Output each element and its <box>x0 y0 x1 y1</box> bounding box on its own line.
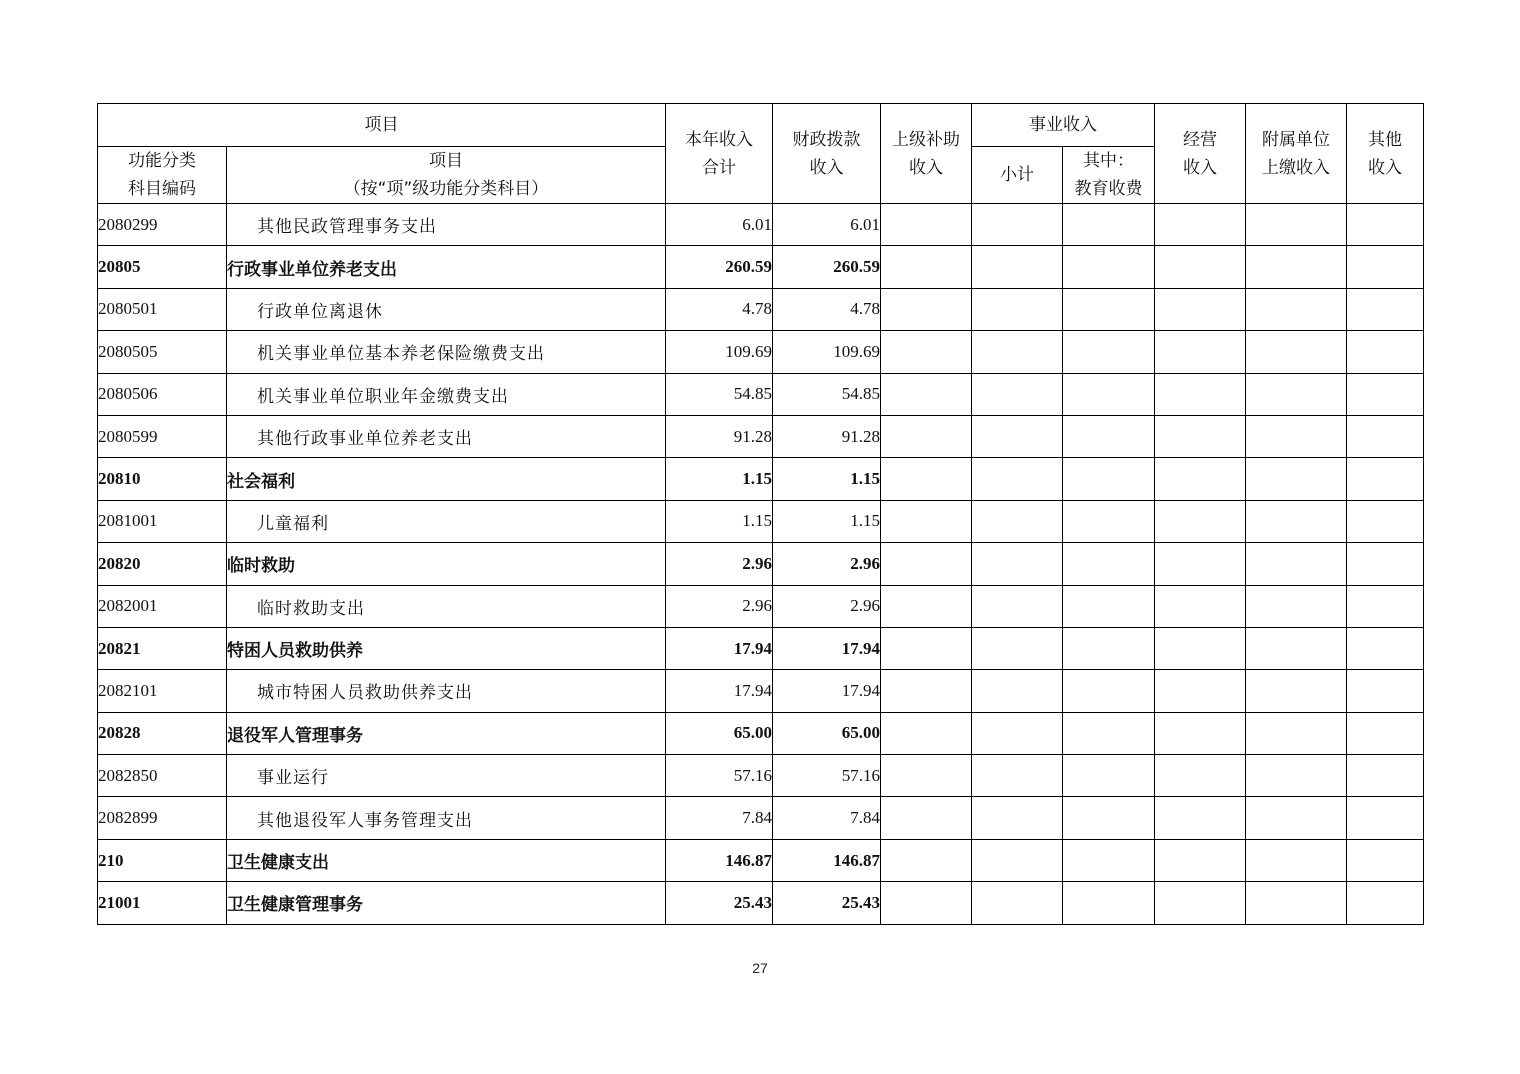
career-edu-fee-cell <box>1063 839 1155 881</box>
fiscal-income-cell: 1.15 <box>773 500 881 542</box>
superior-subsidy-cell <box>881 458 972 500</box>
total-income-cell: 4.78 <box>666 288 773 330</box>
total-income-cell: 1.15 <box>666 500 773 542</box>
table-row <box>98 755 1424 797</box>
other-income-cell <box>1347 839 1424 881</box>
total-income-cell: 57.16 <box>666 755 773 797</box>
career-subtotal-cell <box>972 246 1063 288</box>
operating-income-cell <box>1155 246 1246 288</box>
career-edu-fee-cell <box>1063 458 1155 500</box>
code-cell: 2082001 <box>98 585 227 627</box>
fiscal-income-cell: 57.16 <box>773 755 881 797</box>
affiliated-income-cell <box>1246 585 1347 627</box>
career-edu-fee-cell <box>1063 246 1155 288</box>
fiscal-income-cell: 6.01 <box>773 204 881 246</box>
project-name-cell: 其他行政事业单位养老支出 <box>227 415 666 457</box>
project-name-cell: 卫生健康管理事务 <box>227 882 666 924</box>
header-career-edu-fee: 其中： 教育收费 <box>1063 147 1155 204</box>
total-income-cell: 25.43 <box>666 882 773 924</box>
code-cell: 2082899 <box>98 797 227 839</box>
superior-subsidy-cell <box>881 288 972 330</box>
operating-income-cell <box>1155 204 1246 246</box>
career-edu-fee-cell <box>1063 670 1155 712</box>
other-income-cell <box>1347 331 1424 373</box>
table-row <box>98 797 1424 839</box>
other-income-cell <box>1347 500 1424 542</box>
code-cell: 20810 <box>98 458 227 500</box>
header-superior-subsidy: 上级补助 收入 <box>881 104 972 204</box>
affiliated-income-cell <box>1246 415 1347 457</box>
superior-subsidy-cell <box>881 331 972 373</box>
header-project-name: 项目 （按“项”级功能分类科目） <box>227 147 666 204</box>
table-row <box>98 246 1424 288</box>
career-subtotal-cell <box>972 415 1063 457</box>
fiscal-income-cell: 1.15 <box>773 458 881 500</box>
operating-income-cell <box>1155 627 1246 669</box>
superior-subsidy-cell <box>881 543 972 585</box>
table-row <box>98 331 1424 373</box>
career-subtotal-cell <box>972 839 1063 881</box>
fiscal-income-cell: 17.94 <box>773 670 881 712</box>
other-income-cell <box>1347 670 1424 712</box>
code-cell: 21001 <box>98 882 227 924</box>
header-career-subtotal: 小计 <box>972 147 1063 204</box>
affiliated-income-cell <box>1246 627 1347 669</box>
affiliated-income-cell <box>1246 204 1347 246</box>
career-subtotal-cell <box>972 670 1063 712</box>
header-total-income: 本年收入 合计 <box>666 104 773 204</box>
table-row <box>98 839 1424 881</box>
other-income-cell <box>1347 712 1424 754</box>
career-subtotal-cell <box>972 797 1063 839</box>
superior-subsidy-cell <box>881 585 972 627</box>
other-income-cell <box>1347 204 1424 246</box>
header-operating-income: 经营 收入 <box>1155 104 1246 204</box>
superior-subsidy-cell <box>881 373 972 415</box>
code-cell: 2081001 <box>98 500 227 542</box>
total-income-cell: 91.28 <box>666 415 773 457</box>
superior-subsidy-cell <box>881 246 972 288</box>
other-income-cell <box>1347 288 1424 330</box>
budget-income-table <box>97 103 1424 925</box>
page-number: 27 <box>752 960 768 976</box>
project-name-cell: 儿童福利 <box>227 500 666 542</box>
affiliated-income-cell <box>1246 373 1347 415</box>
operating-income-cell <box>1155 839 1246 881</box>
superior-subsidy-cell <box>881 882 972 924</box>
affiliated-income-cell <box>1246 500 1347 542</box>
affiliated-income-cell <box>1246 288 1347 330</box>
table-header <box>98 104 1424 204</box>
table-row <box>98 500 1424 542</box>
project-name-cell: 临时救助支出 <box>227 585 666 627</box>
fiscal-income-cell: 260.59 <box>773 246 881 288</box>
superior-subsidy-cell <box>881 627 972 669</box>
career-subtotal-cell <box>972 627 1063 669</box>
career-subtotal-cell <box>972 585 1063 627</box>
superior-subsidy-cell <box>881 500 972 542</box>
table-row <box>98 288 1424 330</box>
career-edu-fee-cell <box>1063 627 1155 669</box>
table-row <box>98 882 1424 924</box>
other-income-cell <box>1347 415 1424 457</box>
career-subtotal-cell <box>972 543 1063 585</box>
career-edu-fee-cell <box>1063 500 1155 542</box>
career-subtotal-cell <box>972 458 1063 500</box>
superior-subsidy-cell <box>881 797 972 839</box>
other-income-cell <box>1347 458 1424 500</box>
table-row <box>98 543 1424 585</box>
affiliated-income-cell <box>1246 839 1347 881</box>
project-name-cell: 城市特困人员救助供养支出 <box>227 670 666 712</box>
project-name-cell: 机关事业单位基本养老保险缴费支出 <box>227 331 666 373</box>
operating-income-cell <box>1155 797 1246 839</box>
project-name-cell: 退役军人管理事务 <box>227 712 666 754</box>
operating-income-cell <box>1155 415 1246 457</box>
code-cell: 2080506 <box>98 373 227 415</box>
affiliated-income-cell <box>1246 712 1347 754</box>
table-body <box>98 204 1424 925</box>
project-name-cell: 卫生健康支出 <box>227 839 666 881</box>
career-edu-fee-cell <box>1063 797 1155 839</box>
operating-income-cell <box>1155 712 1246 754</box>
project-name-cell: 社会福利 <box>227 458 666 500</box>
superior-subsidy-cell <box>881 755 972 797</box>
superior-subsidy-cell <box>881 204 972 246</box>
table-row <box>98 458 1424 500</box>
project-name-cell: 行政事业单位养老支出 <box>227 246 666 288</box>
other-income-cell <box>1347 373 1424 415</box>
other-income-cell <box>1347 627 1424 669</box>
affiliated-income-cell <box>1246 458 1347 500</box>
table-row <box>98 415 1424 457</box>
header-project-group: 项目 <box>98 104 666 147</box>
operating-income-cell <box>1155 543 1246 585</box>
code-cell: 2080599 <box>98 415 227 457</box>
fiscal-income-cell: 146.87 <box>773 839 881 881</box>
table-row <box>98 204 1424 246</box>
table-row <box>98 712 1424 754</box>
superior-subsidy-cell <box>881 670 972 712</box>
career-edu-fee-cell <box>1063 331 1155 373</box>
fiscal-income-cell: 65.00 <box>773 712 881 754</box>
career-edu-fee-cell <box>1063 204 1155 246</box>
career-edu-fee-cell <box>1063 288 1155 330</box>
code-cell: 2080505 <box>98 331 227 373</box>
total-income-cell: 54.85 <box>666 373 773 415</box>
project-name-cell: 临时救助 <box>227 543 666 585</box>
other-income-cell <box>1347 543 1424 585</box>
header-other-income: 其他 收入 <box>1347 104 1424 204</box>
header-affiliated-income: 附属单位 上缴收入 <box>1246 104 1347 204</box>
affiliated-income-cell <box>1246 882 1347 924</box>
operating-income-cell <box>1155 755 1246 797</box>
total-income-cell: 17.94 <box>666 627 773 669</box>
project-name-cell: 其他退役军人事务管理支出 <box>227 797 666 839</box>
table-row <box>98 585 1424 627</box>
fiscal-income-cell: 91.28 <box>773 415 881 457</box>
code-cell: 2082850 <box>98 755 227 797</box>
career-edu-fee-cell <box>1063 585 1155 627</box>
career-subtotal-cell <box>972 500 1063 542</box>
operating-income-cell <box>1155 670 1246 712</box>
header-career-income: 事业收入 <box>972 104 1155 147</box>
fiscal-income-cell: 2.96 <box>773 585 881 627</box>
other-income-cell <box>1347 882 1424 924</box>
career-edu-fee-cell <box>1063 712 1155 754</box>
superior-subsidy-cell <box>881 415 972 457</box>
total-income-cell: 146.87 <box>666 839 773 881</box>
total-income-cell: 260.59 <box>666 246 773 288</box>
other-income-cell <box>1347 755 1424 797</box>
total-income-cell: 2.96 <box>666 585 773 627</box>
career-subtotal-cell <box>972 288 1063 330</box>
fiscal-income-cell: 2.96 <box>773 543 881 585</box>
career-subtotal-cell <box>972 204 1063 246</box>
code-cell: 210 <box>98 839 227 881</box>
career-edu-fee-cell <box>1063 882 1155 924</box>
code-cell: 20820 <box>98 543 227 585</box>
fiscal-income-cell: 17.94 <box>773 627 881 669</box>
career-edu-fee-cell <box>1063 415 1155 457</box>
other-income-cell <box>1347 246 1424 288</box>
career-subtotal-cell <box>972 755 1063 797</box>
affiliated-income-cell <box>1246 331 1347 373</box>
operating-income-cell <box>1155 882 1246 924</box>
other-income-cell <box>1347 585 1424 627</box>
total-income-cell: 17.94 <box>666 670 773 712</box>
career-subtotal-cell <box>972 882 1063 924</box>
affiliated-income-cell <box>1246 797 1347 839</box>
total-income-cell: 7.84 <box>666 797 773 839</box>
other-income-cell <box>1347 797 1424 839</box>
affiliated-income-cell <box>1246 755 1347 797</box>
affiliated-income-cell <box>1246 543 1347 585</box>
total-income-cell: 109.69 <box>666 331 773 373</box>
career-subtotal-cell <box>972 373 1063 415</box>
career-edu-fee-cell <box>1063 543 1155 585</box>
code-cell: 20828 <box>98 712 227 754</box>
fiscal-income-cell: 7.84 <box>773 797 881 839</box>
affiliated-income-cell <box>1246 670 1347 712</box>
header-fiscal-income: 财政拨款 收入 <box>773 104 881 204</box>
superior-subsidy-cell <box>881 712 972 754</box>
operating-income-cell <box>1155 585 1246 627</box>
operating-income-cell <box>1155 331 1246 373</box>
fiscal-income-cell: 25.43 <box>773 882 881 924</box>
superior-subsidy-cell <box>881 839 972 881</box>
table-row <box>98 627 1424 669</box>
project-name-cell: 事业运行 <box>227 755 666 797</box>
operating-income-cell <box>1155 288 1246 330</box>
table-row <box>98 373 1424 415</box>
total-income-cell: 6.01 <box>666 204 773 246</box>
code-cell: 20805 <box>98 246 227 288</box>
header-func-code: 功能分类 科目编码 <box>98 147 227 204</box>
code-cell: 20821 <box>98 627 227 669</box>
operating-income-cell <box>1155 373 1246 415</box>
project-name-cell: 行政单位离退休 <box>227 288 666 330</box>
code-cell: 2080299 <box>98 204 227 246</box>
fiscal-income-cell: 109.69 <box>773 331 881 373</box>
affiliated-income-cell <box>1246 246 1347 288</box>
total-income-cell: 2.96 <box>666 543 773 585</box>
total-income-cell: 1.15 <box>666 458 773 500</box>
project-name-cell: 其他民政管理事务支出 <box>227 204 666 246</box>
code-cell: 2082101 <box>98 670 227 712</box>
operating-income-cell <box>1155 500 1246 542</box>
career-edu-fee-cell <box>1063 373 1155 415</box>
fiscal-income-cell: 54.85 <box>773 373 881 415</box>
career-subtotal-cell <box>972 331 1063 373</box>
career-edu-fee-cell <box>1063 755 1155 797</box>
project-name-cell: 机关事业单位职业年金缴费支出 <box>227 373 666 415</box>
table-row <box>98 670 1424 712</box>
operating-income-cell <box>1155 458 1246 500</box>
career-subtotal-cell <box>972 712 1063 754</box>
total-income-cell: 65.00 <box>666 712 773 754</box>
code-cell: 2080501 <box>98 288 227 330</box>
project-name-cell: 特困人员救助供养 <box>227 627 666 669</box>
fiscal-income-cell: 4.78 <box>773 288 881 330</box>
